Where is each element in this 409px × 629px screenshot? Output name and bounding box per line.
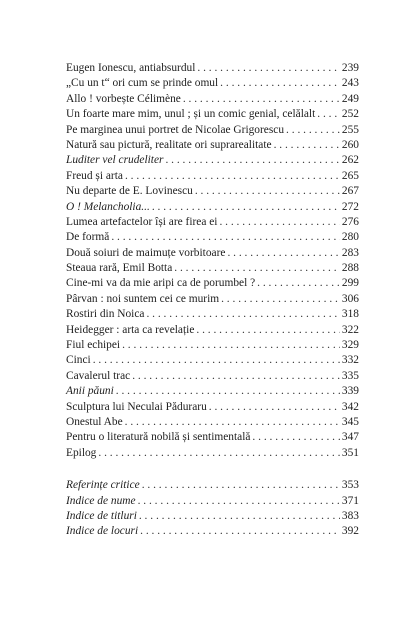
dot-leader [317, 107, 340, 122]
entry-title: Steaua rară, Emil Botta [66, 262, 173, 275]
dot-leader [122, 338, 340, 353]
entry-title: Pentru o literatură nobilă și sentimentală [66, 431, 251, 444]
toc-entry [66, 430, 359, 445]
toc-entry [66, 107, 359, 122]
entry-page-number: 252 [341, 108, 359, 121]
toc-entry [66, 246, 359, 261]
dot-leader [274, 138, 340, 153]
entry-page-number: 239 [341, 62, 359, 74]
dot-leader [286, 123, 340, 138]
entry-title: Natură sau pictură, realitate ori suprarealitate [66, 138, 272, 151]
toc-entry [66, 524, 359, 539]
toc-entry [66, 415, 359, 430]
entry-page-number: 318 [341, 308, 359, 321]
dot-leader [140, 524, 340, 539]
entry-title: Fiul echipei [66, 339, 121, 352]
toc-entry [66, 323, 359, 338]
entry-title: Două soiuri de maimuțe vorbitoare [66, 246, 226, 259]
dot-leader [111, 230, 340, 245]
entry-title: Indice de titluri [66, 509, 137, 522]
toc-entry [66, 169, 359, 184]
toc-entry [66, 338, 359, 353]
toc-entry [66, 215, 359, 230]
entry-page-number: 280 [341, 231, 359, 244]
toc-entry [66, 276, 359, 291]
entry-title: Pe marginea unui portret de Nicolae Grigorescu [66, 123, 285, 136]
entry-title: Onestul Abe [66, 415, 123, 428]
toc-main-section [66, 61, 359, 461]
dot-leader [219, 215, 339, 230]
entry-page-number: 329 [341, 339, 359, 352]
toc-entry [66, 184, 359, 199]
toc-entry [66, 92, 359, 107]
entry-title: Cinci [66, 354, 91, 367]
dot-leader [125, 415, 340, 430]
entry-title: Rostiri din Noica [66, 308, 145, 321]
entry-title: Allo ! vorbește Célimène [66, 92, 181, 105]
dot-leader [165, 153, 339, 168]
entry-page-number: 260 [341, 138, 359, 151]
dot-leader [195, 184, 340, 199]
entry-title: Indice de locuri [66, 525, 139, 538]
entry-title: O ! Melancholia... [66, 200, 150, 213]
dot-leader [220, 76, 340, 91]
entry-title: Un foarte mare mim, unul ; și un comic genial, celălalt [66, 108, 316, 121]
table-of-contents [66, 61, 359, 540]
entry-page-number: 322 [341, 323, 359, 336]
entry-page-number: 288 [341, 262, 359, 275]
dot-leader [209, 400, 340, 415]
entry-page-number: 306 [341, 292, 359, 305]
entry-title: Luditer vel crudeliter [66, 154, 164, 167]
toc-entry [66, 230, 359, 245]
toc-entry [66, 261, 359, 276]
entry-title: Referințe critice [66, 479, 140, 492]
entry-title: Epilog [66, 446, 97, 459]
toc-entry [66, 384, 359, 399]
entry-page-number: 272 [341, 200, 359, 213]
dot-leader [196, 323, 340, 338]
toc-entry [66, 353, 359, 368]
dot-leader [227, 246, 339, 261]
toc-entry [66, 200, 359, 215]
entry-page-number: 353 [341, 479, 359, 492]
toc-entry [66, 76, 359, 91]
toc-entry [66, 400, 359, 415]
dot-leader [146, 307, 339, 322]
toc-entry [66, 478, 359, 493]
dot-leader [152, 200, 340, 215]
toc-entry [66, 153, 359, 168]
dot-leader [257, 276, 340, 291]
entry-page-number: 299 [341, 277, 359, 290]
dot-leader [138, 494, 340, 509]
toc-entry [66, 446, 359, 461]
toc-entry [66, 369, 359, 384]
dot-leader [252, 430, 339, 445]
dot-leader [98, 446, 340, 461]
dot-leader [125, 169, 340, 184]
dot-leader [132, 369, 340, 384]
entry-title: Eugen Ionescu, antiabsurdul [66, 62, 196, 74]
entry-page-number: 392 [341, 525, 359, 538]
toc-entry [66, 307, 359, 322]
entry-title: Indice de nume [66, 494, 136, 507]
entry-title: Lumea artefactelor își are firea ei [66, 215, 218, 228]
dot-leader [93, 353, 340, 368]
entry-title: Heidegger : arta ca revelație [66, 323, 195, 336]
entry-title: Pârvan : noi suntem cei ce murim [66, 292, 220, 305]
entry-page-number: 243 [341, 77, 359, 90]
dot-leader [142, 478, 340, 493]
entry-page-number: 332 [341, 354, 359, 367]
entry-title: De formă [66, 231, 110, 244]
entry-page-number: 347 [341, 431, 359, 444]
entry-page-number: 339 [341, 385, 359, 398]
entry-title: Freud și arta [66, 169, 123, 182]
entry-page-number: 371 [341, 494, 359, 507]
section-gap [66, 461, 359, 478]
dot-leader [139, 509, 340, 524]
entry-page-number: 276 [341, 215, 359, 228]
entry-title: Cavalerul trac [66, 369, 131, 382]
entry-title: Sculptura lui Neculai Păduraru [66, 400, 207, 413]
toc-entry [66, 61, 359, 76]
entry-title: Cine-mi va da mie aripi ca de porumbel ? [66, 277, 256, 290]
entry-page-number: 262 [341, 154, 359, 167]
entry-title: Anii păuni [66, 385, 114, 398]
entry-page-number: 335 [341, 369, 359, 382]
entry-page-number: 383 [341, 509, 359, 522]
toc-entry [66, 123, 359, 138]
dot-leader [116, 384, 340, 399]
entry-title: „Cu un t“ ori cum se prinde omul [66, 77, 219, 90]
dot-leader [174, 261, 340, 276]
toc-back-matter-section [66, 478, 359, 540]
dot-leader [197, 61, 340, 76]
dot-leader [183, 92, 340, 107]
entry-page-number: 265 [341, 169, 359, 182]
entry-page-number: 345 [341, 415, 359, 428]
toc-entry [66, 138, 359, 153]
toc-entry [66, 494, 359, 509]
dot-leader [221, 292, 340, 307]
entry-page-number: 342 [341, 400, 359, 413]
entry-page-number: 255 [341, 123, 359, 136]
entry-page-number: 283 [341, 246, 359, 259]
entry-page-number: 249 [341, 92, 359, 105]
entry-page-number: 351 [341, 446, 359, 459]
toc-entry [66, 292, 359, 307]
toc-entry [66, 509, 359, 524]
entry-title: Nu departe de E. Lovinescu [66, 185, 193, 198]
entry-page-number: 267 [341, 185, 359, 198]
